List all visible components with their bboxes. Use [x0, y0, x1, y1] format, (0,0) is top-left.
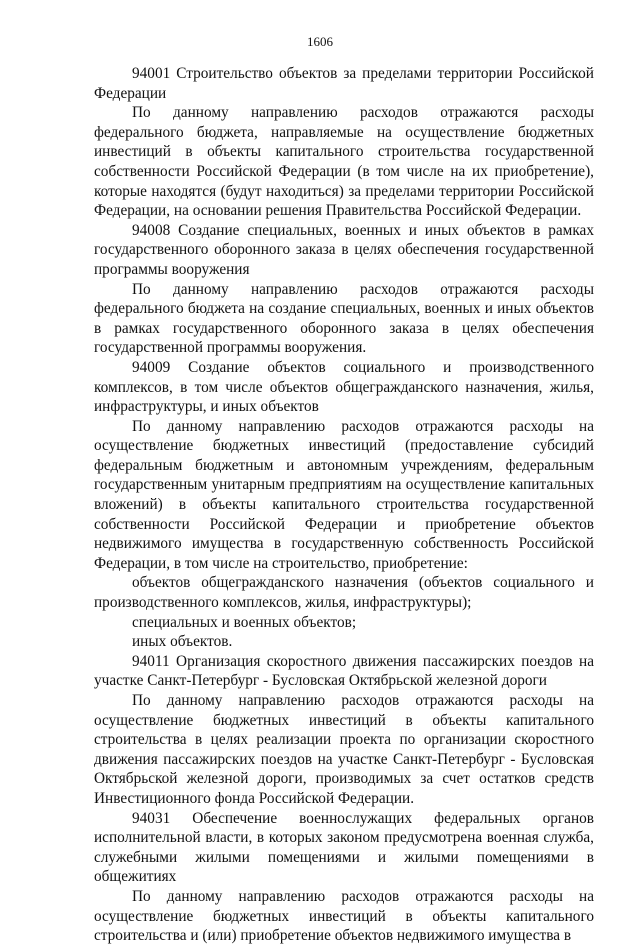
list-item-other-objects: иных объектов. [132, 633, 233, 651]
page-number: 1606 [307, 34, 333, 49]
heading-94001: 94001 Строительство объектов за пределами территории Российской Федерации [94, 65, 594, 102]
paragraph-94011-description: По данному направлению расходов отражаются расходы на осуществление бюджетных инвестиций в объекты капитального строительства в целях реализации проекта по организации скоростного движения пассажирских поездов на участке Санкт-Петербург - Бусловская Октябрьской железной дороги, производимых за счет остатков средств Инвестиционного фонда Российской Федерации. [94, 692, 594, 807]
document-body [94, 64, 594, 946]
paragraph-94031-description: По данному направлению расходов отражаются расходы на осуществление бюджетных инвестиций в объекты капитального строительства и (или) приобретение объектов недвижимого имущества в [94, 887, 594, 945]
heading-94011: 94011 Организация скоростного движения пассажирских поездов на участке Санкт-Петербург - Бусловская Октябрьской железной дороги [94, 652, 594, 690]
heading-94031: 94031 Обеспечение военнослужащих федеральных органов исполнительной власти, в которых законом предусмотрена военная служба, служебными жилыми помещениями и жилыми помещениями в общежитиях [94, 809, 594, 886]
heading-94008: 94008 Создание специальных, военных и иных объектов в рамках государственного оборонного заказа в целях обеспечения государственной программы вооружения [94, 221, 594, 278]
paragraph-94008-description: По данному направлению расходов отражаются расходы федерального бюджета на создание специальных, военных и иных объектов в рамках государственного оборонного заказа в целях обеспечения государственной программы вооружения. [94, 280, 594, 357]
list-item-civil-objects: объектов общегражданского назначения (объектов социального и производственного комплексов, жилья, инфраструктуры); [94, 574, 594, 612]
paragraph-94001-description: По данному направлению расходов отражаются расходы федерального бюджета, направляемые на осуществление бюджетных инвестиций в объекты капитального строительства государственной собственности Российской Федерации (в том числе на их приобретение), которые находятся (будут находиться) за пределами территории Российской Федерации, на основании решения Правительства Российской Федерации. [94, 104, 594, 220]
list-item-military-objects: специальных и военных объектов; [132, 613, 357, 631]
paragraph-94009-description: По данному направлению расходов отражаются расходы на осуществление бюджетных инвестиций (предоставление субсидий федеральным бюджетным и автономным учреждениям, федеральным государственным унитарным предприятиям на осуществление капитальных вложений) в объекты капитального строительства государственной собственности Российской Федерации и приобретение объектов недвижимого имущества в государственную собственность Российской Федерации, в том числе на строительство, приобретение: [94, 417, 594, 572]
heading-94009: 94009 Создание объектов социального и производственного комплексов, в том числе объектов общегражданского назначения, жилья, инфраструктуры, и иных объектов [94, 358, 594, 416]
